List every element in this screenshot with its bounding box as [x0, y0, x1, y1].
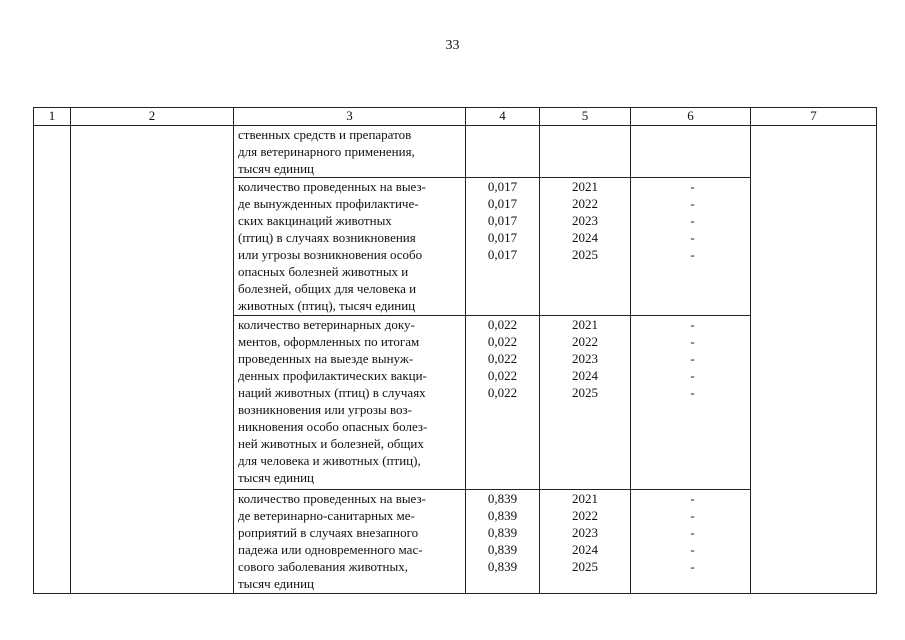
year: 2022 [572, 196, 598, 211]
dash: - [690, 525, 695, 540]
value-cell [466, 316, 540, 490]
indicator-description [234, 490, 466, 594]
value-2024: 0,022 [487, 368, 518, 383]
year: 2025 [572, 385, 598, 400]
indicator-description [234, 178, 466, 316]
description-line: ственных средств и препаратов [238, 127, 412, 142]
description-line: денных профилактических вакци- [238, 368, 427, 383]
dash: - [690, 196, 695, 211]
description-line: животных (птиц), тысяч единиц [238, 298, 416, 313]
year: 2025 [572, 247, 598, 262]
dash: - [690, 213, 695, 228]
col-1-cell [34, 126, 71, 594]
year-cell [540, 316, 631, 490]
value-2024: 0,839 [487, 542, 518, 557]
description-line: никновения особо опасных болез- [238, 419, 428, 434]
col-6-cell [631, 126, 751, 178]
year: 2023 [572, 213, 598, 228]
dash: - [690, 230, 695, 245]
description-line: де вынужденных профилактиче- [238, 196, 419, 211]
year: 2025 [572, 559, 598, 574]
table-body [34, 126, 877, 594]
dash: - [690, 491, 695, 506]
value-2021: 0,022 [487, 317, 518, 332]
dash: - [690, 351, 695, 366]
header-col-2: 2 [71, 108, 234, 126]
dash: - [690, 559, 695, 574]
year: 2022 [572, 508, 598, 523]
description-line: наций животных (птиц) в случаях [238, 385, 426, 400]
indicators-table-wrapper [33, 107, 877, 594]
year-cell [540, 178, 631, 316]
col-2-cell [71, 126, 234, 594]
description-line: для ветеринарного применения, [238, 144, 415, 159]
description-line: падежа или одновременного мас- [238, 542, 423, 557]
year: 2024 [572, 368, 598, 383]
indicators-table [33, 107, 877, 594]
dash: - [690, 385, 695, 400]
col-6-cell [631, 316, 751, 490]
year-cell [540, 126, 631, 178]
value-2021: 0,017 [487, 179, 518, 194]
year: 2021 [572, 179, 598, 194]
description-line: количество проведенных на выез- [238, 179, 426, 194]
table-row [34, 126, 877, 178]
year: 2024 [572, 542, 598, 557]
value-2022: 0,017 [487, 196, 518, 211]
description-line: проведенных на выезде вынуж- [238, 351, 414, 366]
value-2022: 0,022 [487, 334, 518, 349]
dash: - [690, 508, 695, 523]
year: 2022 [572, 334, 598, 349]
description-line: де ветеринарно-санитарных ме- [238, 508, 415, 523]
col-6-cell [631, 178, 751, 316]
dash: - [690, 179, 695, 194]
value-cell [466, 178, 540, 316]
value-2024: 0,017 [487, 230, 518, 245]
year: 2021 [572, 317, 598, 332]
dash: - [690, 317, 695, 332]
header-col-1: 1 [34, 108, 71, 126]
header-col-5: 5 [540, 108, 631, 126]
value-2025: 0,022 [487, 385, 518, 400]
value-2022: 0,839 [487, 508, 518, 523]
indicator-description [234, 126, 466, 178]
col-6-cell [631, 490, 751, 594]
indicator-description [234, 316, 466, 490]
description-line: ней животных и болезней, общих [238, 436, 424, 451]
header-col-3: 3 [234, 108, 466, 126]
header-col-4: 4 [466, 108, 540, 126]
year-cell [540, 490, 631, 594]
value-cell [466, 490, 540, 594]
table-header [34, 108, 877, 126]
description-line: (птиц) в случаях возникновения [238, 230, 416, 245]
description-line: ментов, оформленных по итогам [238, 334, 420, 349]
description-line: для человека и животных (птиц), [238, 453, 421, 468]
value-2023: 0,839 [487, 525, 518, 540]
value-2025: 0,017 [487, 247, 518, 262]
description-line: возникновения или угрозы воз- [238, 402, 412, 417]
description-line: тысяч единиц [238, 161, 314, 176]
year: 2024 [572, 230, 598, 245]
value-2023: 0,017 [487, 213, 518, 228]
description-line: ских вакцинаций животных [238, 213, 392, 228]
header-row [34, 108, 877, 126]
header-col-6: 6 [631, 108, 751, 126]
page-number: 33 [445, 38, 460, 53]
value-cell [466, 126, 540, 178]
dash: - [690, 334, 695, 349]
year: 2023 [572, 351, 598, 366]
dash: - [690, 542, 695, 557]
description-line: сового заболевания животных, [238, 559, 409, 574]
description-line: роприятий в случаях внезапного [238, 525, 419, 540]
year: 2023 [572, 525, 598, 540]
description-line: или угрозы возникновения особо [238, 247, 423, 262]
value-2023: 0,022 [487, 351, 518, 366]
year: 2021 [572, 491, 598, 506]
description-line: количество проведенных на выез- [238, 491, 426, 506]
description-line: тысяч единиц [238, 470, 314, 485]
description-line: болезней, общих для человека и [238, 281, 417, 296]
dash: - [690, 247, 695, 262]
value-2025: 0,839 [487, 559, 518, 574]
header-col-7: 7 [751, 108, 877, 126]
dash: - [690, 368, 695, 383]
description-line: количество ветеринарных доку- [238, 317, 415, 332]
description-line: тысяч единиц [238, 576, 314, 591]
description-line: опасных болезней животных и [238, 264, 409, 279]
col-7-cell [751, 126, 877, 594]
value-2021: 0,839 [487, 491, 518, 506]
